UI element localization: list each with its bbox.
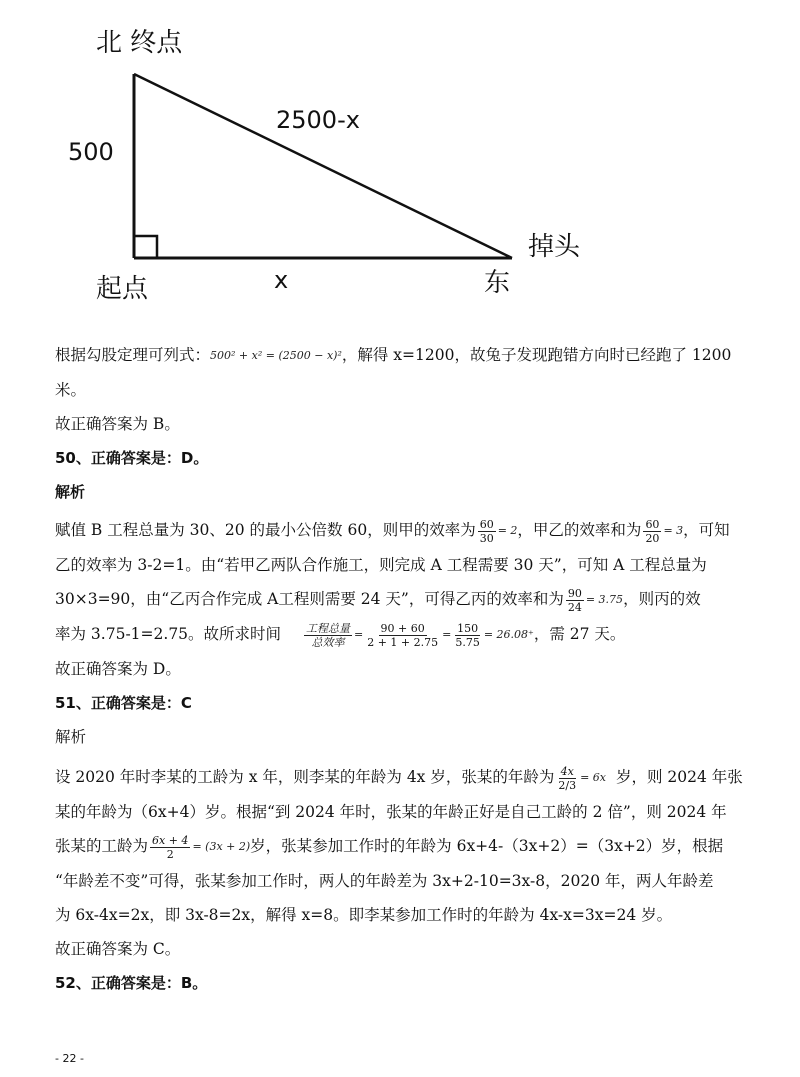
text-segment: ，解得 x=1200，故兔子发现跑错方向时已经跑了 1200 (341, 346, 732, 364)
paragraph-line: “年龄差不变”可得，张某参加工作时，两人的年龄差为 3x+2-10=3x-8，2020 年，两人年龄差 (55, 872, 714, 890)
paragraph-line (55, 829, 755, 864)
fraction (365, 622, 440, 649)
analysis-heading: 解析 (55, 728, 87, 746)
denominator: 20 (645, 531, 660, 545)
numerator: 工程总量 (305, 621, 350, 635)
answer-line: 故正确答案为 D。 (55, 660, 181, 678)
fraction-result: = (3x + 2) (192, 840, 251, 853)
page-number: - 22 - (55, 1052, 84, 1065)
paragraph-line (55, 760, 755, 795)
solution-text (55, 338, 755, 1000)
denominator: 总效率 (311, 635, 345, 649)
paragraph-line (55, 582, 755, 617)
denominator: 5.75 (455, 635, 480, 649)
fraction (478, 518, 496, 545)
fraction-result: = 3.75 (585, 593, 624, 606)
text-segment: ，可知 (683, 521, 730, 539)
right-angle-marker (134, 236, 157, 258)
paragraph-line: 某的年龄为（6x+4）岁。根据“到 2024 年时，张某的年龄正好是自己工龄的 2 倍”，则 2024 年 (55, 803, 727, 821)
paragraph-line (55, 338, 755, 373)
fraction-result: = 3 (663, 524, 684, 537)
answer-line: 故正确答案为 B。 (55, 415, 180, 433)
text-segment: 岁，张某参加工作时的年龄为 6x+4-（3x+2）=（3x+2）岁，根据 (250, 837, 724, 855)
paragraph-line: 米。 (55, 381, 87, 399)
denominator: 24 (567, 600, 582, 614)
numerator: 90 + 60 (380, 621, 425, 635)
text-segment: 根据勾股定理可列式： (55, 346, 211, 364)
paragraph-line: 率为 3.75-1=2.75。故所求时间 $\frac{\text{工程总量}}{\text{总效率}}$ = $\frac{90 + 60}{2 + 1 + 2.75}$ = $\frac{150}{5.75}$ = 26.08⁺，需 27 天。 (55, 621, 626, 649)
paragraph-line (55, 513, 755, 548)
text-segment: 设 2020 年时李某的工龄为 x 年，则李某的年龄为 4x 岁，张某的年龄为 (55, 768, 555, 786)
hypotenuse-line (134, 74, 512, 258)
label-side-500: 500 (68, 138, 114, 166)
numerator: 60 (479, 517, 494, 531)
fraction-result: = 6x (580, 771, 606, 784)
triangle-figure (0, 0, 800, 320)
label-turn: 掉头 (528, 232, 581, 262)
label-hypotenuse: 2500-x (276, 106, 360, 134)
text-segment: ，甲乙的效率和为 (517, 521, 642, 539)
answer-line: 故正确答案为 C。 (55, 940, 181, 958)
fraction (643, 518, 661, 545)
denominator: 2/3 (558, 778, 577, 792)
numerator: 6x + 4 (152, 833, 189, 847)
text-segment: ，则丙的效 (623, 590, 701, 608)
label-base-x: x (274, 266, 289, 294)
fraction (453, 622, 482, 649)
text-segment: 率为 3.75-1=2.75。故所求时间 (55, 625, 282, 643)
text-segment: 赋值 B 工程总量为 30、20 的最小公倍数 60，则甲的效率为 (55, 521, 476, 539)
question-heading-51: 51、正确答案是：C (55, 694, 192, 712)
text-segment: 30×3=90，由“乙丙合作完成 A工程则需要 24 天”，可得乙丙的效率和为 (55, 590, 564, 608)
fraction-result: = 26.08⁺ (483, 628, 534, 641)
fraction (150, 834, 190, 861)
numerator: 90 (567, 586, 582, 600)
analysis-heading: 解析 (55, 483, 86, 501)
text-segment: 张某的工龄为 (55, 837, 149, 855)
denominator: 30 (479, 531, 494, 545)
question-heading-50: 50、正确答案是：D。 (55, 449, 209, 467)
paragraph-line: 乙的效率为 3-2=1。由“若甲乙两队合作施工，则完成 A 工程需要 30 天”，可知 A 工程总量为 (55, 556, 707, 574)
pythagoras-equation: 500² + x² = (2500 − x)² (210, 349, 342, 362)
text-segment: 岁，则 2024 年张 (615, 768, 743, 786)
numerator: 150 (457, 621, 479, 635)
fraction (304, 622, 352, 649)
paragraph-line: 为 6x-4x=2x，即 3x-8=2x，解得 x=8。即李某参加工作时的年龄为 4x-x=3x=24 岁。 (55, 906, 673, 924)
label-north-end: 北 终点 (96, 28, 183, 58)
text-segment: ，需 27 天。 (533, 625, 626, 643)
numerator: 60 (645, 517, 660, 531)
denominator: 2 + 1 + 2.75 (367, 635, 439, 649)
fraction (566, 587, 584, 614)
label-start: 起点 (96, 274, 149, 304)
question-heading-52: 52、正确答案是：B。 (55, 974, 208, 992)
fraction-result: = 2 (497, 524, 518, 537)
label-east: 东 (484, 268, 511, 298)
fraction (556, 765, 578, 792)
denominator: 2 (166, 847, 174, 861)
numerator: 4x (560, 764, 574, 778)
